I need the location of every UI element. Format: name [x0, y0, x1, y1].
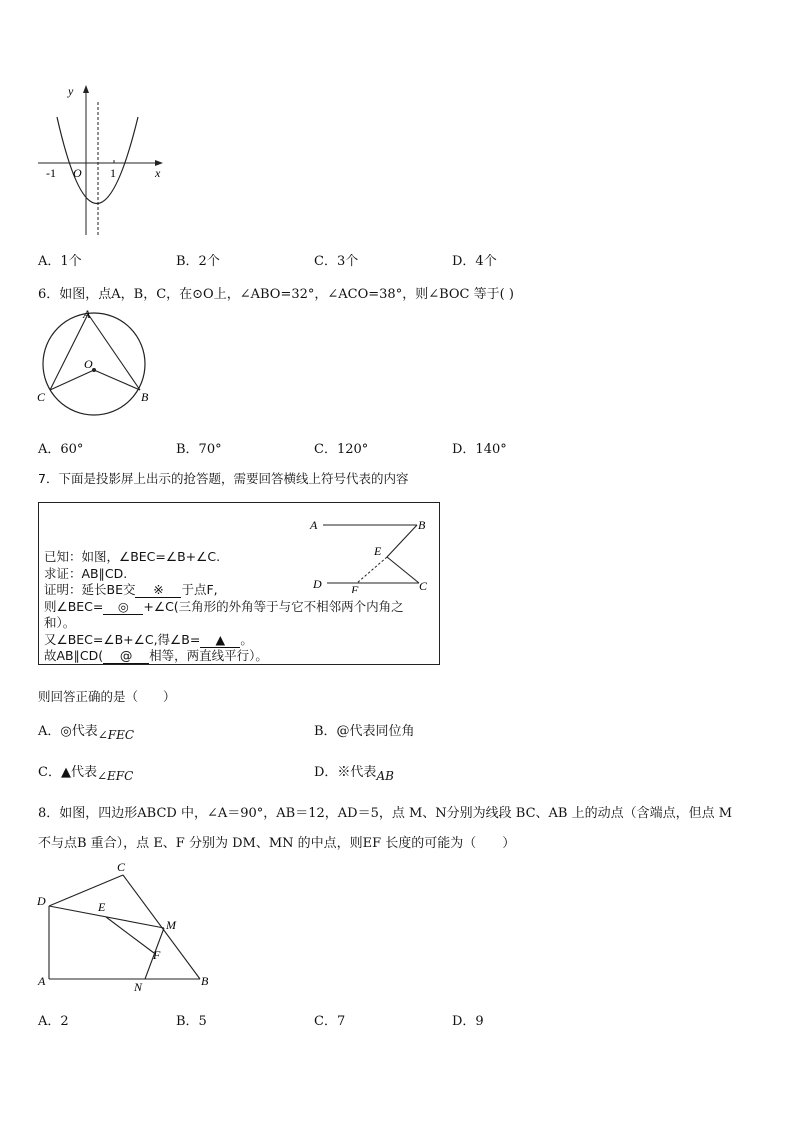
box-line-proof-5 — [44, 646, 268, 664]
y-axis-label: y — [68, 84, 74, 98]
fig8-c-label: C — [117, 860, 126, 874]
proof-4-text: 又∠BEC=∠B+∠C,得∠B= — [44, 632, 201, 647]
q7-option-b[interactable]: B．@代表同位角 — [314, 724, 415, 739]
q6-stem: 6．如图，点A，B，C，在⊙O上，∠ABO=32°，∠ACO=38°，则∠BOC 等于( ) — [38, 287, 514, 302]
box-line-proof-3: 和）。 — [44, 615, 76, 630]
blank-triangle: ▲ — [200, 633, 240, 648]
blank-at: @ — [103, 649, 149, 664]
proof-5-tail: 相等，两直线平行）。 — [149, 648, 268, 663]
q5-option-c[interactable]: C．3个 — [314, 254, 359, 269]
q7-option-d-text: D．※代表 — [314, 765, 377, 780]
fig7-e-label: E — [374, 544, 382, 558]
q6-option-a[interactable]: A．60° — [38, 442, 84, 457]
box-line-given: 已知：如图，∠BEC=∠B+∠C. — [44, 549, 221, 564]
proof-2-tail: +∠C(三角形的外角等于与它不相邻两个内角之 — [143, 599, 404, 614]
fig8-e-label: E — [98, 900, 106, 914]
q5-option-b[interactable]: B．2个 — [176, 254, 220, 269]
q7-option-a-text: A．◎代表 — [38, 724, 98, 739]
fig7-f-label: F — [351, 583, 359, 593]
box-line-prove: 求证：AB∥CD. — [44, 566, 128, 581]
fig8-m-label: M — [166, 918, 176, 932]
proof-1-text: 证明：延长BE交 — [44, 582, 136, 597]
q5-option-a[interactable]: A．1个 — [38, 254, 82, 269]
q6-option-d[interactable]: D．140° — [452, 442, 507, 457]
proof-5-text: 故AB∥CD( — [44, 648, 104, 663]
q6-option-b[interactable]: B．70° — [176, 442, 222, 457]
q8-stem-line1: 8．如图，四边形ABCD 中，∠A＝90°，AB＝12，AD＝5，点 M、N分别为线段 BC、AB 上的动点（含端点，但点 M — [38, 806, 733, 821]
proof-1-tail: 于点F, — [181, 582, 218, 597]
q7-option-c-math: ∠EFC — [96, 769, 134, 783]
q7-option-c[interactable] — [38, 761, 134, 783]
fig8-d-label: D — [37, 894, 46, 908]
q6-option-c[interactable]: C．120° — [314, 442, 369, 457]
circle-figure — [30, 306, 160, 424]
proof-2-text: 则∠BEC= — [44, 599, 104, 614]
blank-circle: ◎ — [103, 600, 143, 615]
point-c-label: C — [37, 390, 46, 404]
tick-neg1-label: -1 — [46, 166, 56, 180]
fig7-b-label: B — [418, 518, 426, 532]
q5-option-d[interactable]: D．4个 — [452, 254, 497, 269]
fig8-n-label: N — [134, 980, 143, 994]
q7-stem: 7．下面是投影屏上出示的抢答题，需要回答横线上符号代表的内容 — [38, 471, 409, 486]
q8-option-a[interactable]: A．2 — [38, 1014, 69, 1029]
parallel-lines-figure — [307, 513, 435, 593]
blank-star: ※ — [135, 583, 181, 598]
fig8-a-label: A — [38, 974, 46, 988]
point-b-label: B — [141, 390, 149, 404]
fig8-b-label: B — [201, 974, 209, 988]
q7-option-d[interactable] — [314, 761, 394, 783]
parabola-figure — [30, 80, 170, 240]
q8-option-b[interactable]: B．5 — [176, 1014, 207, 1029]
fig7-d-label: D — [313, 577, 322, 591]
quadrilateral-figure — [30, 856, 220, 996]
box-line-proof-2 — [44, 597, 404, 615]
origin-label: O — [73, 166, 82, 180]
q7-option-a-math: ∠FEC — [97, 728, 135, 742]
fig8-f-label: F — [153, 948, 161, 962]
q7-option-a[interactable] — [38, 720, 135, 742]
q8-option-c[interactable]: C．7 — [314, 1014, 346, 1029]
q7-option-c-text: C．▲代表 — [38, 765, 97, 780]
box-line-proof-1 — [44, 580, 218, 598]
point-a-label: A — [83, 307, 91, 321]
x-axis-label: x — [155, 166, 161, 180]
tick-1-label: 1 — [110, 166, 116, 180]
q8-stem-line2: 不与点B 重合），点 E、F 分别为 DM、MN 的中点，则EF 长度的可能为（ ） — [38, 836, 516, 851]
q7-prompt: 则回答正确的是（ ） — [38, 689, 176, 704]
proof-4-tail: 。 — [240, 632, 253, 647]
projection-screen-box — [38, 502, 440, 665]
q8-option-d[interactable]: D．9 — [452, 1014, 484, 1029]
fig7-c-label: C — [419, 579, 428, 593]
q7-option-d-math: AB — [376, 769, 394, 783]
fig7-a-label: A — [310, 518, 318, 532]
point-o-label: O — [84, 357, 93, 371]
